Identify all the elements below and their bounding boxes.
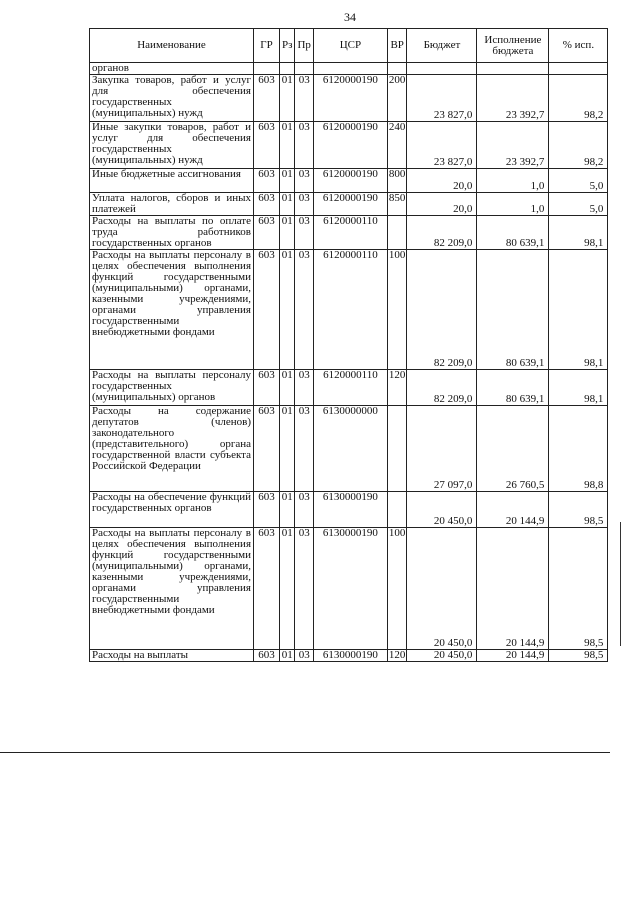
cell-name: Расходы на выплаты по оплате труда работников государственных органов [90,216,254,250]
cell-csr: 6120000110 [313,370,387,406]
cell-budget: 20,0 [407,169,477,193]
cell-execution: 80 639,1 [477,370,549,406]
cell-vr: 100 [387,528,407,650]
cell-budget [407,63,477,75]
col-header-name: Наименование [90,29,254,63]
cell-gr: 603 [254,650,280,662]
cell-csr: 6120000110 [313,250,387,370]
cell-budget: 27 097,0 [407,406,477,492]
table-row [90,406,608,492]
cell-percent: 98,2 [549,75,608,122]
cell-percent: 98,5 [549,492,608,528]
table-row [90,216,608,250]
cell-name: Расходы на выплаты персоналу государственных (муниципальных) органов [90,370,254,406]
cell-gr: 603 [254,216,280,250]
table-header-row [90,29,608,63]
cell-vr: 240 [387,122,407,169]
cell-budget: 20 450,0 [407,650,477,662]
cell-gr: 603 [254,75,280,122]
cell-rz: 01 [280,75,295,122]
col-header-budget: Бюджет [407,29,477,63]
cell-pr: 03 [295,406,313,492]
table-row [90,528,608,650]
table-body [90,63,608,662]
cell-csr: 6120000190 [313,193,387,216]
table-row [90,492,608,528]
cell-rz: 01 [280,169,295,193]
cell-vr: 800 [387,169,407,193]
cell-csr: 6120000190 [313,169,387,193]
cell-pr: 03 [295,250,313,370]
cell-vr: 120 [388,649,406,661]
cell-vr: 100 [387,250,407,370]
cell-execution: 80 639,1 [477,250,549,370]
cell-execution: 1,0 [477,193,549,216]
cell-rz: 01 [280,250,295,370]
cell-gr: 603 [254,406,280,492]
cell-csr: 6120000190 [313,122,387,169]
col-header-csr: ЦСР [313,29,387,63]
cell-vr [387,492,407,528]
cell-rz: 01 [280,492,295,528]
cell-percent: 98,2 [549,122,608,169]
cell-pr: 03 [295,492,313,528]
cell-csr: 6130000190 [313,528,387,650]
cell-gr: 603 [254,250,280,370]
cell-name: органов [90,63,254,75]
cell-name: Иные бюджетные ассигнования [90,169,254,193]
cell-budget: 20,0 [407,193,477,216]
cell-rz: 01 [280,528,295,650]
cell-execution: 20 144,9 [477,528,549,650]
table-row [90,63,608,75]
cell-pr: 03 [295,216,313,250]
cell-execution [477,63,549,75]
cell-csr: 6120000110 [313,216,387,250]
cell-budget: 82 209,0 [407,250,477,370]
cell-rz: 01 [280,122,295,169]
cell-execution: 23 392,7 [477,75,549,122]
cell-name: Расходы на выплаты [90,650,254,662]
cell-execution: 23 392,7 [477,122,549,169]
col-header-execution: Исполнение бюджета [477,29,549,63]
cell-budget: 23 827,0 [407,75,477,122]
cell-pr: 03 [295,528,313,650]
cell-gr: 603 [254,193,280,216]
cell-percent: 98,5 [549,528,608,650]
cell-gr: 603 [254,122,280,169]
cell-percent: 98,1 [549,216,608,250]
cell-vr [387,216,407,250]
cell-gr: 603 [254,169,280,193]
margin-line [620,522,621,646]
col-header-rz: Рз [280,29,295,63]
cell-name: Расходы на выплаты персоналу в целях обеспечения выполнения функций государственными (муниципальными) органами, казенными учреждениями, органами управления государственными внебюджетными фондами [90,250,254,370]
bottom-rule [0,752,610,753]
cell-percent: 5,0 [549,193,608,216]
cell-name: Закупка товаров, работ и услуг для обеспечения государственных (муниципальных) нужд [90,75,254,122]
cell-pr: 03 [295,122,313,169]
cell-pr: 03 [295,75,313,122]
cell-vr: 120 [387,370,407,406]
col-header-pr: Пр [295,29,313,63]
cell-csr: 6120000190 [313,75,387,122]
cell-budget: 82 209,0 [407,216,477,250]
cell-pr: 03 [295,650,313,662]
cell-percent: 98,1 [549,250,608,370]
cell-budget: 20 450,0 [407,528,477,650]
cell-csr [313,63,387,75]
cell-percent [549,63,608,75]
cell-csr: 6130000190 [313,650,387,662]
cell-pr: 03 [295,370,313,406]
cell-percent: 5,0 [549,169,608,193]
cell-budget: 82 209,0 [407,370,477,406]
col-header-gr: ГР [254,29,280,63]
table-row [90,193,608,216]
cell-csr: 6130000190 [313,492,387,528]
col-header-vr: ВР [387,29,407,63]
cell-execution: 20 144,9 [477,492,549,528]
cell-gr [254,63,280,75]
cell-csr: 6130000000 [313,406,387,492]
table-row [90,250,608,370]
cell-budget: 20 450,0 [407,492,477,528]
table-row [90,122,608,169]
cell-name: Иные закупки товаров, работ и услуг для обеспечения государственных (муниципальных) нужд [90,122,254,169]
cell-percent: 98,5 [549,650,608,662]
cell-rz: 01 [280,370,295,406]
cell-gr: 603 [254,528,280,650]
cell-percent: 98,1 [549,370,608,406]
cell-vr [387,406,407,492]
cell-execution: 80 639,1 [477,216,549,250]
cell-rz: 01 [280,406,295,492]
cell-execution: 20 144,9 [477,650,549,662]
cell-rz: 01 [280,650,295,662]
cell-percent: 98,8 [549,406,608,492]
page-number: 34 [344,10,356,24]
cell-name: Расходы на содержание депутатов (членов) законодательного (представительного) органа государственной власти субъекта Российской Федерации [90,406,254,492]
budget-table [89,28,608,662]
cell-gr: 603 [254,370,280,406]
cell-gr: 603 [254,492,280,528]
cell-vr [387,63,407,75]
cell-name: Расходы на выплаты персоналу в целях обеспечения выполнения функций государственными (муниципальными) органами, казенными учреждениями, органами управления государственными внебюджетными фондами [90,528,254,650]
cell-name: Уплата налогов, сборов и иных платежей [90,193,254,216]
cell-vr: 200 [387,75,407,122]
cell-pr: 03 [295,193,313,216]
table-row [90,370,608,406]
cell-execution: 1,0 [477,169,549,193]
cell-budget: 23 827,0 [407,122,477,169]
table-row [90,169,608,193]
table-row [90,75,608,122]
cell-pr: 03 [295,169,313,193]
cell-name: Расходы на обеспечение функций государственных органов [90,492,254,528]
cell-pr [295,63,313,75]
cell-rz: 01 [280,193,295,216]
cell-execution: 26 760,5 [477,406,549,492]
table-row [90,650,608,662]
cell-rz [280,63,295,75]
col-header-percent: % исп. [549,29,608,63]
cell-vr: 850 [387,193,407,216]
cell-rz: 01 [280,216,295,250]
